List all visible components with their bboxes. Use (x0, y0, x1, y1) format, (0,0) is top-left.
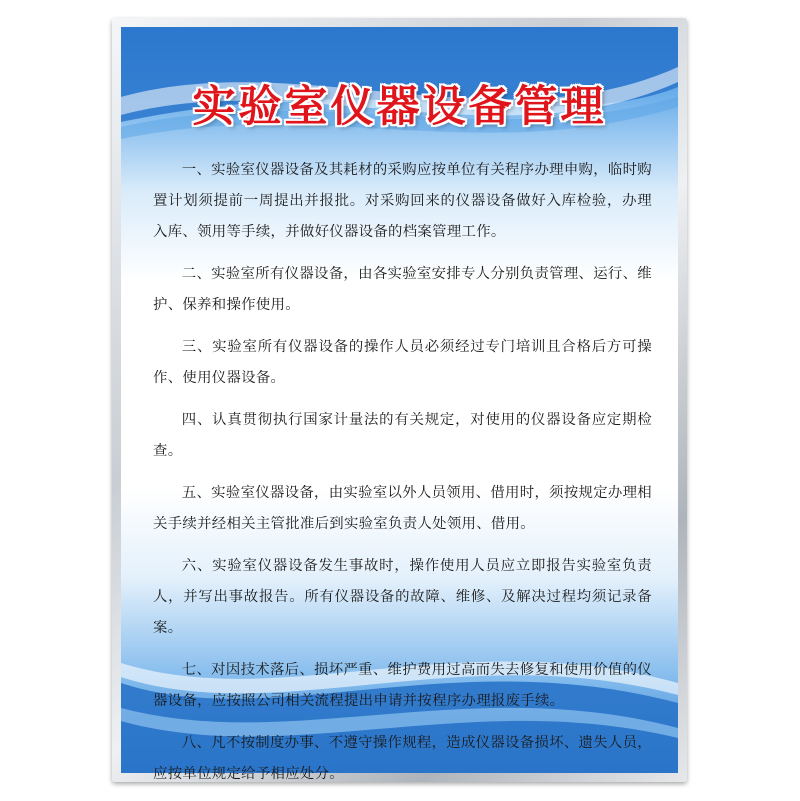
regulation-item-2: 二、实验室所有仪器设备，由各实验室安排专人分别负责管理、运行、维护、保养和操作使用。 (153, 266, 652, 313)
regulation-item-5: 五、实验室仪器设备，由实验室以外人员领用、借用时，须按规定办理相关手续并经相关主管批准后到实验室负责人处领用、借用。 (153, 485, 652, 532)
regulation-item-7: 七、对因技术落后、损坏严重、维护费用过高而失去修复和使用价值的仪器设备，应按照公司相关流程提出申请并按程序办理报废手续。 (153, 662, 652, 709)
regulation-item-8: 八、凡不按制度办事、不遵守操作规程，造成仪器设备损坏、遗失人员，应按单位规定给予相应处分。 (153, 735, 652, 782)
regulation-item-6: 六、实验室仪器设备发生事故时，操作使用人员应立即报告实验室负责人，并写出事故报告。所有仪器设备的故障、维修、及解决过程均须记录备案。 (153, 558, 652, 636)
poster-title: 实验室仪器设备管理 (192, 82, 607, 132)
regulation-text (153, 155, 652, 801)
regulation-item-4: 四、认真贯彻执行国家计量法的有关规定，对使用的仪器设备应定期检查。 (153, 412, 652, 459)
poster-board (121, 27, 678, 782)
regulation-item-1: 一、实验室仪器设备及其耗材的采购应按单位有关程序办理申购，临时购置计划须提前一周提出并报批。对采购回来的仪器设备做好入库检验，办理入库、领用等手续，并做好仪器设备的档案管理工作。 (153, 162, 652, 240)
regulation-item-3: 三、实验室所有仪器设备的操作人员必须经过专门培训且合格后方可操作、使用仪器设备。 (153, 339, 652, 386)
poster-frame (112, 18, 687, 782)
